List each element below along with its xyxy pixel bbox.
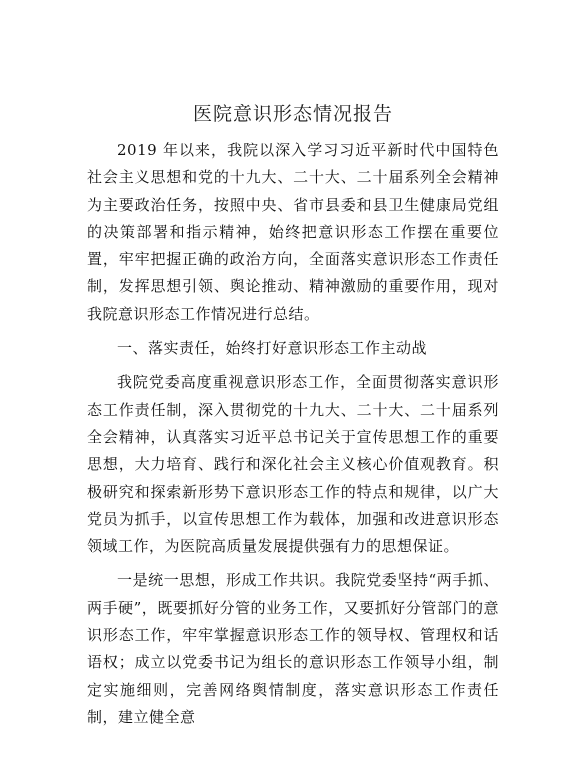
section-heading: 一、落实责任，始终打好意识形态工作主动战 xyxy=(117,339,428,358)
document-title: 医院意识形态情况报告 xyxy=(192,103,393,125)
intro-paragraph: 2019 年以来，我院以深入学习习近平新时代中国特色社会主义思想和党的十九大、二十大、二十届系列全会精神为主要政治任务，按照中央、省市县委和县卫生健康局党组的决策部署和指示精神，始终把意识形态工作摆在重要位置，牢牢把握正确的政治方向，全面落实意识形态工作责任制，发挥思想引领、舆论推动、精神激励的重要作用，现对我院意识形态工作情况进行总结。 xyxy=(87,141,499,323)
document-body xyxy=(87,137,499,738)
section-paragraph: 我院党委高度重视意识形态工作，全面贯彻落实意识形态工作责任制，深入贯彻党的十九大、二十大、二十届系列全会精神，认真落实习近平总书记关于宣传思想工作的重要思想，大力培育、践行和深化社会主义核心价值观教育。积极研究和探索新形势下意识形态工作的特点和规律，以广大党员为抓手，以宣传思想工作为载体，加强和改进意识形态领域工作，为医院高质量发展提供强有力的思想保证。 xyxy=(87,373,499,556)
point-paragraph: 一是统一思想，形成工作共识。我院党委坚持“两手抓、两手硬”，既要抓好分管的业务工作，又要抓好分管部门的意识形态工作，牢牢掌握意识形态工作的领导权、管理权和话语权；成立以党委书记为组长的意识形态工作领导小组，制定实施细则，完善网络舆情制度，落实意识形态工作责任制，建立健全意 xyxy=(87,571,499,726)
